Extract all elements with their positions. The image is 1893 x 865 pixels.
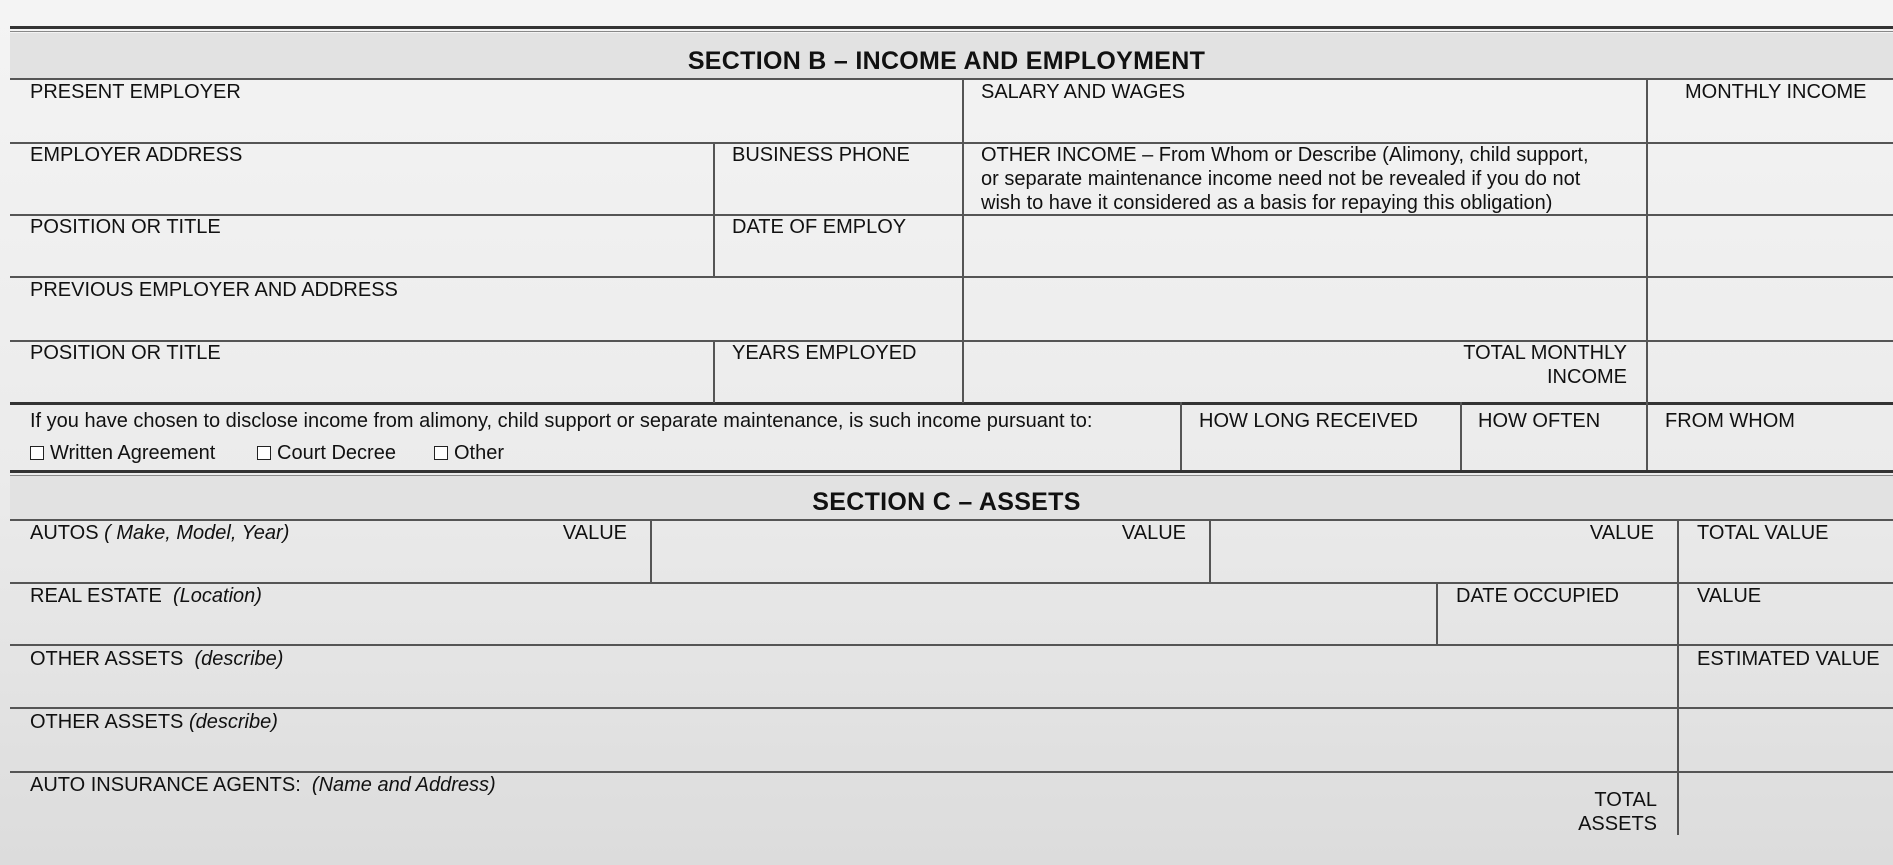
section-b-title: SECTION B – INCOME AND EMPLOYMENT — [687, 47, 1206, 75]
divider — [962, 78, 964, 403]
divider — [1646, 402, 1648, 470]
auto-value-label-1: VALUE — [562, 522, 627, 544]
real-estate-label — [30, 584, 262, 608]
estimated-value-label: ESTIMATED VALUE — [1697, 648, 1880, 670]
autos-label-text: AUTOS — [30, 522, 99, 544]
divider — [10, 707, 1893, 709]
court-decree-option[interactable] — [257, 441, 396, 465]
auto-insurance-text: AUTO INSURANCE AGENTS: — [30, 774, 301, 796]
other-checkbox[interactable] — [434, 446, 448, 460]
other-assets-label-1 — [30, 647, 283, 671]
how-often-label: HOW OFTEN — [1478, 410, 1601, 432]
divider — [10, 214, 1893, 216]
total-assets-label-2: ASSETS — [1578, 813, 1657, 835]
divider — [713, 340, 715, 403]
total-monthly-label-1: TOTAL MONTHLY — [1463, 342, 1627, 364]
divider — [10, 402, 1893, 405]
divider — [10, 644, 1893, 646]
employer-address-label: EMPLOYER ADDRESS — [30, 144, 243, 166]
written-agreement-option[interactable] — [30, 441, 215, 465]
other-option[interactable] — [434, 441, 504, 465]
divider — [713, 142, 715, 276]
other-assets-text-2: OTHER ASSETS — [30, 711, 184, 733]
total-monthly-label-2: INCOME — [1547, 366, 1627, 388]
date-of-employ-label: DATE OF EMPLOY — [732, 216, 907, 238]
other-income-label — [981, 143, 1589, 215]
alimony-question: If you have chosen to disclose income from alimony, child support or separate maintenance, is such income pursuant to: — [30, 410, 1093, 432]
other-income-line-2: or separate maintenance income need not be revealed if you do not — [981, 168, 1581, 190]
divider — [1677, 519, 1679, 835]
divider — [1436, 582, 1438, 644]
real-estate-label-text: REAL ESTATE — [30, 585, 162, 607]
divider — [1646, 78, 1648, 403]
from-whom-label: FROM WHOM — [1665, 410, 1795, 432]
top-border-inner — [10, 31, 1893, 32]
real-estate-value-label: VALUE — [1697, 585, 1762, 607]
date-occupied-label: DATE OCCUPIED — [1456, 585, 1619, 607]
divider — [650, 519, 652, 582]
divider — [1209, 519, 1211, 582]
business-phone-label: BUSINESS PHONE — [732, 144, 910, 166]
divider — [10, 142, 1893, 144]
other-assets-note-1: (describe) — [194, 648, 284, 670]
auto-insurance-label — [30, 773, 496, 797]
other-assets-note-2: (describe) — [188, 711, 278, 733]
top-border — [10, 26, 1893, 29]
court-decree-label: Court Decree — [277, 442, 396, 464]
written-agreement-checkbox[interactable] — [30, 446, 44, 460]
other-assets-label-2 — [30, 710, 278, 734]
position-title-label: POSITION OR TITLE — [30, 216, 221, 238]
years-employed-label: YEARS EMPLOYED — [732, 342, 917, 364]
divider — [1460, 402, 1462, 470]
monthly-income-label: MONTHLY INCOME — [1685, 81, 1867, 103]
real-estate-note: (Location) — [173, 585, 262, 607]
court-decree-checkbox[interactable] — [257, 446, 271, 460]
how-long-label: HOW LONG RECEIVED — [1199, 410, 1418, 432]
auto-value-label-2: VALUE — [1121, 522, 1186, 544]
divider — [10, 470, 1893, 473]
other-income-line-3: wish to have it considered as a basis for repaying this obligation) — [981, 192, 1553, 214]
auto-value-label-3: VALUE — [1589, 522, 1654, 544]
other-income-line-1: OTHER INCOME – From Whom or Describe (Alimony, child support, — [981, 144, 1589, 166]
section-c-title: SECTION C – ASSETS — [812, 488, 1081, 516]
previous-employer-label: PREVIOUS EMPLOYER AND ADDRESS — [30, 279, 398, 301]
written-agreement-label: Written Agreement — [50, 442, 216, 464]
total-value-label: TOTAL VALUE — [1697, 522, 1829, 544]
autos-note: ( Make, Model, Year) — [104, 522, 290, 544]
salary-wages-label: SALARY AND WAGES — [981, 81, 1186, 103]
autos-label — [30, 521, 289, 545]
auto-insurance-note: (Name and Address) — [311, 774, 496, 796]
divider — [1180, 402, 1182, 470]
total-assets-label-1: TOTAL — [1594, 789, 1657, 811]
other-label: Other — [454, 442, 505, 464]
present-employer-label: PRESENT EMPLOYER — [30, 81, 241, 103]
other-assets-text-1: OTHER ASSETS — [30, 648, 184, 670]
position-title-label-2: POSITION OR TITLE — [30, 342, 221, 364]
divider — [10, 78, 1893, 80]
